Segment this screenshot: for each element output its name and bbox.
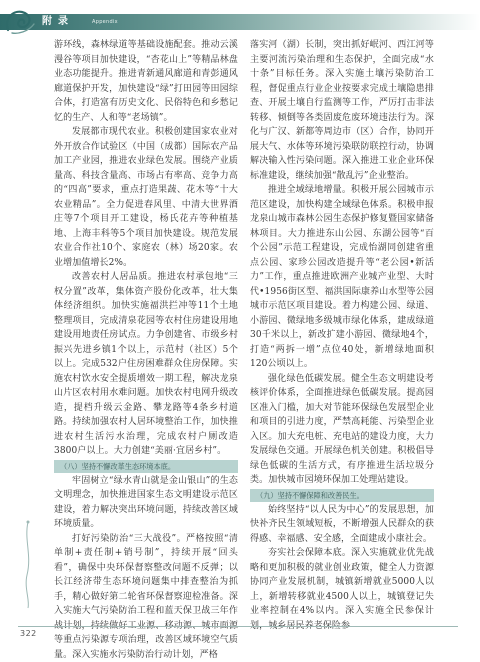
footer-rule: [18, 626, 458, 627]
paragraph: 推进全域绿地增量。积极开展公园城市示范区建设，加快构建全域绿色体系。积极申报龙泉山城市森林公园生态保护修复暨国家储备林项目。大力推进东山公园、东湖公园等“百个公园”示范工程建设，完成怡湖同创建省重点公园、家珍公园改造提升等“老公园•新活力”工作，重点推进欧洲产业城产业型、大时代•1956街区型、福洪国际康养山水型等公园城市示范区项目建设。着力构建公园、绿道、小游园、微绿地多级城市绿化体系，建成绿道30千米以上，新改扩建小游园、微绿地4个，打造“两拆一增”点位40处，新增绿地面积120公顷以上。: [250, 183, 434, 372]
paragraph: 牢固树立“绿水青山就是金山银山”的生态文明理念，加快推进国家生态文明建设示范区建设，着力解决突出环境问题，持续改善区域环境质量。: [54, 474, 238, 532]
section-heading: （八）坚持不懈改革生态环境本底。: [54, 460, 238, 473]
paragraph: 游环线，森林绿道等基础设施配套。推动云溪漫谷等项目加快建设，“杏花山上”等精品林盘业态功能提升。推进青新通风廊道和青彭通风廊道保护开发，加快建设“绿”打田园等田园综合体，打造富有历史文化、民俗特色和乡愁记忆的生产、人和等“老场镇”。: [54, 38, 238, 125]
paragraph: 始终坚持“以人民为中心”的发展思想，加快补齐民生领域短板，不断增强人民群众的获得感、幸福感、安全感，全面建成小康社会。: [250, 503, 434, 547]
header-subtitle: Appendix: [92, 14, 118, 30]
left-column: [54, 38, 238, 662]
section-heading: （九）坚持不懈保障和改善民生。: [250, 489, 434, 502]
paragraph: 夯实社会保障本底。深入实施就业优先战略和更加积极的就业创业政策，健全人力资源协同产业发展机制，城镇新增就业5000人以上，新增转移就业4500人以上，城镇登记失业率控制在4%以内。深入实施全民参保计: [250, 546, 434, 633]
swirl-ornament-icon: [2, 4, 38, 36]
right-column: [250, 38, 434, 633]
header-title: 附录: [42, 14, 74, 30]
paragraph: 改善农村人居品质。推进农村承包地“三权分置”改革，集体资产股份化改革，壮大集体经济组织。加快实施福洪拦冲等11个土地整理项目，完成清泉花园等农村住房建设用地建设用地责任房试点。力争创建省、市级乡村振兴先进乡镇1个以上，示范村（社区）5个以上。完成532户住房困难群众住房保障。实施农村饮水安全提质增效一期工程，解决龙泉山片区农村用水难问题。加快农村电网升级改造，提档升级云金路、攀龙路等4条乡村道路。持续加强农村人居环境整治工作，加快推进农村生活污水治理，完成农村户厕改造3800户以上。大力创建“美丽·宜居乡村”。: [54, 270, 238, 459]
paragraph: 落实河（湖）长制，突出抓好岷河、西江河等主要河流污染治理和生态保护，全面完成“水十条”目标任务。深入实施土壤污染防治工程，督促重点行业企业按要求完成土壤隐患排查、开展土壤自行监测等工作，严厉打击非法转移、倾倒等各类固废危废环境违法行为。深化与广汉、新都等周边市（区）合作，协同开展大气、水体等环境污染联防联控行动，协调解决输入性污染问题。深入推进工业企业环保标准建设，继续加强“散乱污”企业整治。: [250, 38, 434, 183]
paragraph: 强化绿色低碳发展。健全生态文明建设考核评价体系，全面推进绿色低碳发展。提高园区准入门槛，加大对节能环保绿色发展型企业和项目的引进力度，严禁高耗能、污染型企业入区。加大充电桩、充电站的建设力度，大力发展绿色交通。开展绿色机关创建。积极倡导绿色低碳的生活方式，有序推进生活垃圾分类。加快城市园境环保加工处理站建设。: [250, 372, 434, 488]
page-number: 322: [20, 629, 37, 638]
page-header: [0, 0, 480, 40]
paragraph: 打好污染防治“三大战役”。严格按照“清单制+责任制+销号制”，持续开展“回头看”，确保中央环保督察整改问题不反弹；以长江经济带生态环境问题集中排查整治为抓手，精心做好第二轮省环保督察迎检准备。深入实施大气污染防治工程和蓝天保卫战三年作 等重点污染源专项治理，改善区域环境空气质量。深入实施水污染防治行动计划，严格: [54, 532, 238, 662]
paragraph: 发展都市现代农业。积极创建国家农业对外开放合作试验区（中国（成都）国际农产品加工产业园，推进农业绿色发展。围绕产业质量高、科技含量高、市场占有率高、竞争力高的“四高”要求，重点打造果蔬、花木等“十大农业精品”。全力促进春风里、中清大世界酒庄等7个项目开工建设，杨氏花卉等种植基地、上海丰科等5个项目加快建设。规范发展农业合作社10个、家庭农（林）场20家。农业增加值增长2%。: [54, 125, 238, 270]
vine-ornament-icon: [22, 520, 34, 610]
